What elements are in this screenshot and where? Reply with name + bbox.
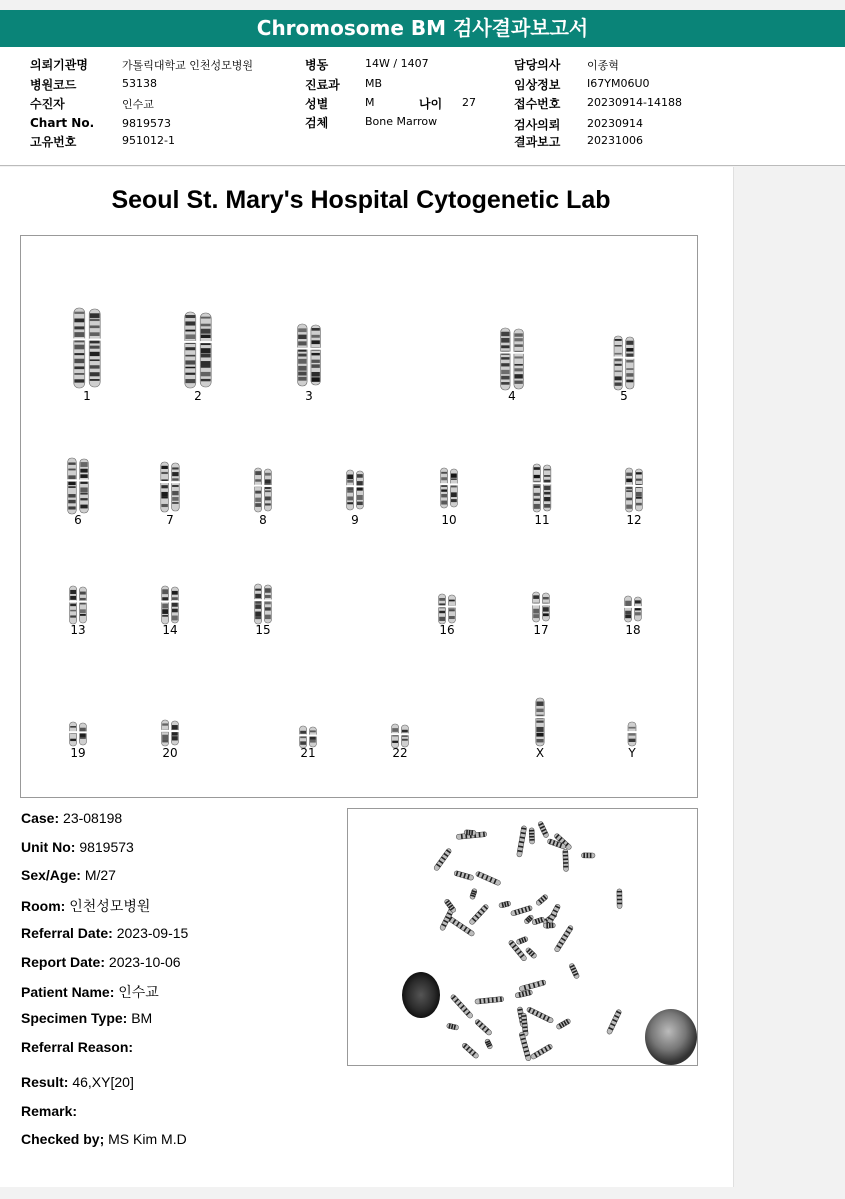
metaphase-chromosome: [515, 990, 533, 999]
room-row: [21, 896, 150, 916]
chromosome-pair-18: [624, 596, 642, 622]
lab-title: Seoul St. Mary's Hospital Cytogenetic Lab: [111, 186, 611, 214]
chromosome-label-4: 4: [508, 389, 516, 403]
metaphase-chromosome: [535, 894, 548, 907]
referral-date-row: [21, 925, 188, 941]
chromosome-pair-X: [535, 698, 544, 746]
chromosome-label-20: 20: [162, 746, 178, 760]
metaphase-chromosome: [474, 1019, 492, 1036]
referral-reason-row: [21, 1039, 133, 1055]
chromosome-pair-14: [161, 586, 179, 624]
metaphase-chromosome: [606, 1009, 622, 1035]
patient-value: 인수교: [122, 98, 154, 111]
nucleus-right: [645, 1009, 697, 1065]
chromosome-label-16: 16: [439, 623, 455, 637]
checked-value: MS Kim M.D: [108, 1131, 187, 1147]
chromosome-pair-16: [438, 594, 456, 624]
sexage-value: M/27: [84, 867, 116, 883]
age-label: 나이: [419, 97, 443, 111]
metaphase-chromosome: [519, 980, 547, 992]
chromosome-pair-1: [73, 308, 100, 388]
chromosome-label-8: 8: [259, 513, 267, 527]
chromosome-pair-10: [440, 468, 458, 508]
chromosome-pair-15: [254, 584, 272, 624]
chromosome-pair-2: [184, 312, 211, 388]
metaphase-chromosome: [554, 925, 574, 953]
chromosome-label-1: 1: [83, 389, 91, 403]
chromosome-label-Y: Y: [628, 746, 636, 760]
chromosome-label-19: 19: [70, 746, 86, 760]
request-label: 검사의뢰: [514, 118, 561, 132]
clinical-value: I67YM06U0: [587, 77, 650, 90]
metaphase-chromosome: [563, 849, 569, 872]
request-value: 20230914: [587, 117, 643, 130]
remark-label: Remark:: [21, 1103, 78, 1119]
specimen-type-label: Specimen Type:: [21, 1010, 128, 1026]
case-value: 23-08198: [63, 810, 123, 826]
chromosome-label-10: 10: [441, 513, 457, 527]
report-title: Chromosome BM 검사결과보고서: [0, 10, 845, 47]
chromosome-label-14: 14: [162, 623, 178, 637]
dept-label: 진료과: [305, 78, 340, 92]
chromosome-pair-6: [67, 458, 89, 514]
patient-name-label: Patient Name:: [21, 984, 115, 1000]
sexage-row: [21, 867, 116, 883]
metaphase-chromosome: [475, 871, 501, 886]
chromosome-label-22: 22: [392, 746, 408, 760]
unit-label: Unit No:: [21, 839, 76, 855]
metaphase-chromosome: [581, 853, 595, 858]
receipt-label: 접수번호: [514, 97, 561, 111]
metaphase-chromosome: [461, 1042, 479, 1059]
metaphase-chromosome: [532, 917, 546, 926]
chromosome-label-13: 13: [70, 623, 86, 637]
metaphase-chromosome: [433, 848, 452, 872]
chromosome-pair-22: [391, 724, 409, 748]
patient-label: 수진자: [30, 97, 65, 111]
chromosome-pair-20: [161, 720, 179, 746]
chromosome-label-6: 6: [74, 513, 82, 527]
case-row: [21, 810, 122, 826]
result-value: 46,XY[20]: [72, 1074, 134, 1090]
unique-label: 고유번호: [30, 135, 77, 149]
metaphase-chromosome: [516, 936, 529, 945]
ward-label: 병동: [305, 58, 329, 72]
metaphase-chromosome: [569, 963, 580, 980]
chart-value: 9819573: [122, 117, 171, 130]
metaphase-chromosome: [543, 923, 555, 928]
metaphase-chromosome: [484, 1038, 493, 1049]
metaphase-chromosome: [464, 830, 476, 836]
result-row: [21, 1074, 134, 1090]
dept-value: MB: [365, 77, 383, 90]
referral-date-value: 2023-09-15: [116, 925, 189, 941]
chromosome-label-15: 15: [255, 623, 271, 637]
chromosome-label-2: 2: [194, 389, 202, 403]
institution-value: 가톨릭대학교 인천성모병원: [122, 59, 254, 72]
chromosome-label-12: 12: [626, 513, 642, 527]
remark-row: [21, 1103, 77, 1119]
result-label: Result:: [21, 1074, 69, 1090]
metaphase-chromosome: [519, 1032, 532, 1062]
metaphase-chromosome: [530, 1043, 553, 1060]
metaphase-chromosome: [499, 901, 512, 909]
sexage-label: Sex/Age:: [21, 867, 81, 883]
chromosome-pair-21: [299, 726, 317, 748]
sex-label: 성별: [305, 97, 329, 111]
referral-reason-label: Referral Reason:: [21, 1039, 134, 1055]
chromosome-pair-11: [533, 464, 552, 512]
metaphase-chromosome: [525, 947, 538, 959]
metaphase-chromosome: [617, 889, 622, 909]
result-report-label: 결과보고: [514, 135, 561, 149]
report-date-value: 2023-10-06: [108, 954, 181, 970]
checked-row: [21, 1131, 187, 1147]
specimen-label: 검체: [305, 116, 329, 130]
karyogram-image: [20, 235, 698, 798]
chromosome-pair-17: [532, 592, 550, 622]
report-date-row: [21, 954, 181, 970]
chromosome-pair-8: [254, 468, 272, 512]
room-value: 인천성모병원: [69, 898, 151, 914]
chromosome-pair-Y: [628, 722, 637, 746]
clinical-label: 임상정보: [514, 78, 561, 92]
chromosome-pair-7: [160, 462, 179, 512]
age-value: 27: [462, 96, 476, 109]
hospital-code-label: 병원코드: [30, 78, 77, 92]
chromosome-label-11: 11: [534, 513, 550, 527]
specimen-type-row: [21, 1010, 152, 1026]
hospital-code-value: 53138: [122, 77, 157, 90]
chromosome-pair-5: [614, 336, 635, 390]
chromosome-label-9: 9: [351, 513, 359, 527]
metaphase-chromosome: [450, 994, 474, 1019]
doctor-value: 이종혁: [587, 59, 619, 72]
receipt-value: 20230914-14188: [587, 96, 682, 109]
chromosome-pair-9: [346, 470, 364, 510]
chromosome-pair-4: [500, 328, 524, 390]
chromosome-label-5: 5: [620, 389, 628, 403]
nucleus-left: [402, 972, 440, 1018]
metaphase-chromosome: [469, 904, 490, 926]
metaphase-chromosome: [516, 825, 526, 857]
ward-value: 14W / 1407: [365, 57, 429, 70]
result-report-value: 20231006: [587, 134, 643, 147]
chromosome-label-21: 21: [300, 746, 316, 760]
chromosome-label-7: 7: [166, 513, 174, 527]
metaphase-chromosome: [537, 821, 549, 839]
case-label: Case:: [21, 810, 60, 826]
metaphase-chromosome: [446, 1023, 459, 1030]
unique-value: 951012-1: [122, 134, 175, 147]
chromosome-label-17: 17: [533, 623, 549, 637]
chromosome-label-X: X: [535, 746, 545, 760]
metaphase-spread: [348, 809, 697, 1065]
metaphase-chromosome: [529, 828, 535, 844]
checked-label: Checked by;: [21, 1131, 105, 1147]
metaphase-image: [347, 808, 698, 1066]
chromosome-pair-19: [69, 722, 87, 746]
specimen-value: Bone Marrow: [365, 115, 438, 128]
metaphase-chromosome: [469, 888, 477, 900]
chart-label: Chart No.: [30, 116, 95, 130]
report-date-label: Report Date:: [21, 954, 106, 970]
institution-label: 의뢰기관명: [30, 58, 88, 72]
chromosome-pair-12: [625, 468, 643, 512]
metaphase-chromosome: [526, 1007, 554, 1024]
metaphase-chromosome: [475, 996, 504, 1004]
chromosome-label-18: 18: [625, 623, 641, 637]
chromosome-pair-3: [297, 324, 321, 386]
metaphase-chromosome: [556, 1018, 572, 1030]
metaphase-chromosome: [447, 915, 476, 937]
doctor-label: 담당의사: [514, 58, 561, 72]
metaphase-chromosome: [454, 870, 475, 880]
patient-info-panel: [0, 47, 845, 166]
sex-value: M: [365, 96, 375, 109]
chromosome-pair-13: [69, 586, 87, 624]
room-label: Room:: [21, 898, 66, 914]
patient-name-value: 인수교: [118, 984, 159, 1000]
patient-name-row: [21, 982, 159, 1002]
chromosome-label-3: 3: [305, 389, 313, 403]
specimen-type-value: BM: [131, 1010, 153, 1026]
unit-value: 9819573: [79, 839, 134, 855]
unit-row: [21, 839, 134, 855]
metaphase-chromosome: [510, 905, 532, 916]
referral-date-label: Referral Date:: [21, 925, 113, 941]
